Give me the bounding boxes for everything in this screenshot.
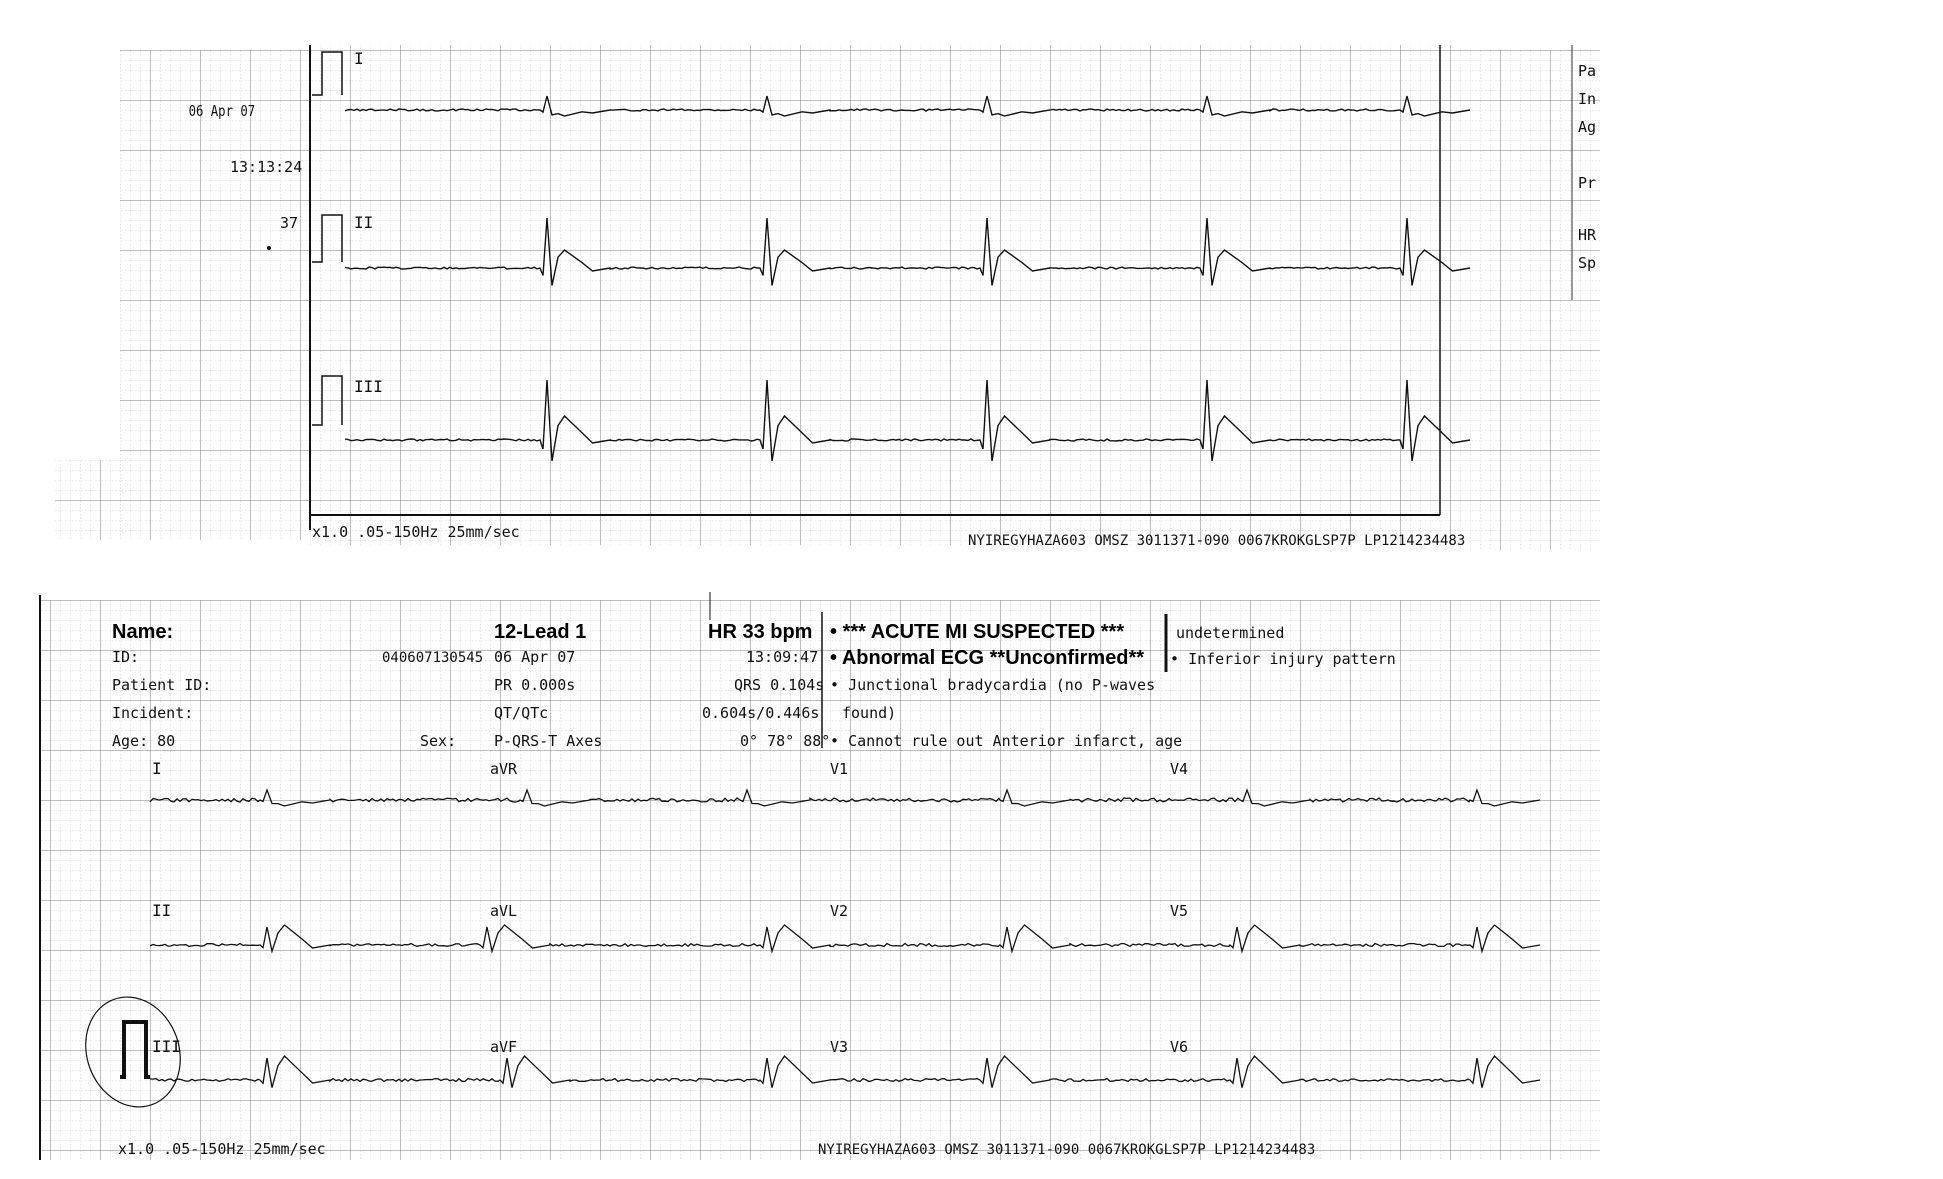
strip1-side-label-2: Ag [1578, 118, 1597, 136]
id-label: ID: [112, 648, 140, 666]
lead-label-V1: V1 [830, 760, 849, 778]
strip1-hr-value: 37 [280, 214, 299, 232]
axes-value: 0° 78° 88° [740, 732, 831, 750]
lead-label-V6: V6 [1170, 1038, 1189, 1056]
lead-label-aVL: aVL [490, 902, 518, 920]
strip1-side-label-3: Pr [1578, 174, 1597, 192]
statement-undetermined: undetermined [1176, 624, 1285, 642]
lead-label-aVR: aVR [490, 760, 518, 778]
sex-label: Sex: [420, 732, 457, 750]
strip1-grid-left [120, 50, 310, 540]
statement-anterior: • Cannot rule out Anterior infarct, age [830, 732, 1183, 750]
hr-label: HR 33 bpm [708, 621, 813, 643]
age-label: Age: 80 [112, 732, 176, 750]
strip1-lead-label-III: III [354, 377, 383, 396]
statement-inferior-injury: • Inferior injury pattern [1170, 650, 1396, 668]
lead-label-II: II [152, 901, 172, 920]
rhythm-strip [55, 45, 1600, 550]
report-time: 13:09:47 [746, 648, 819, 666]
strip1-side-label-4: HR [1578, 226, 1597, 244]
strip1-grid [310, 45, 1460, 545]
id-value: 040607130545 [382, 650, 484, 666]
patient-id-label: Patient ID: [112, 676, 212, 694]
strip1-time: 13:13:24 [230, 158, 303, 176]
strip1-footer-device: NYIREGYHAZA603 OMSZ 3011371-090 0067KROKGLSP7P LP1214234483 [968, 533, 1466, 549]
name-label: Name: [112, 621, 174, 643]
pr-label: PR 0.000s [494, 676, 576, 694]
qrs-label: QRS 0.104s [734, 676, 825, 694]
statement-junctional: • Junctional bradycardia (no P-waves [830, 676, 1156, 694]
lead-label-III: III [152, 1037, 181, 1056]
strip1-date: 06 Apr 07 [188, 102, 256, 121]
qt-value: 0.604s/0.446s [702, 704, 820, 722]
lead-label-V2: V2 [830, 902, 849, 920]
lead-label-V3: V3 [830, 1038, 849, 1056]
strip1-footer-settings: x1.0 .05-150Hz 25mm/sec [312, 523, 520, 541]
lead-label-V5: V5 [1170, 902, 1189, 920]
qt-label: QT/QTc [494, 704, 549, 722]
report-footer-device: NYIREGYHAZA603 OMSZ 3011371-090 0067KROKGLSP7P LP1214234483 [818, 1142, 1316, 1158]
strip1-side-label-5: Sp [1578, 254, 1597, 272]
strip1-side-label-1: In [1578, 90, 1597, 108]
axes-label: P-QRS-T Axes [494, 732, 603, 750]
statement-junctional-cont: found) [842, 704, 897, 722]
lead-label-V4: V4 [1170, 760, 1189, 778]
statement-abnormal-ecg: • Abnormal ECG **Unconfirmed** [830, 647, 1145, 669]
report-date: 06 Apr 07 [494, 648, 576, 666]
twelve-lead-report [40, 592, 1600, 1160]
lead-label-I: I [152, 759, 162, 778]
incident-label: Incident: [112, 704, 194, 722]
statement-acute-mi: • *** ACUTE MI SUSPECTED *** [830, 621, 1125, 643]
strip1-lead-label-II: II [354, 213, 374, 232]
strip1-lead-label-I: I [354, 49, 364, 68]
report-title: 12-Lead 1 [494, 621, 587, 643]
report-footer-settings: x1.0 .05-150Hz 25mm/sec [118, 1140, 326, 1158]
lead-label-aVF: aVF [490, 1038, 518, 1056]
strip1-marker-dot [267, 246, 271, 250]
strip1-side-label-0: Pa [1578, 62, 1597, 80]
